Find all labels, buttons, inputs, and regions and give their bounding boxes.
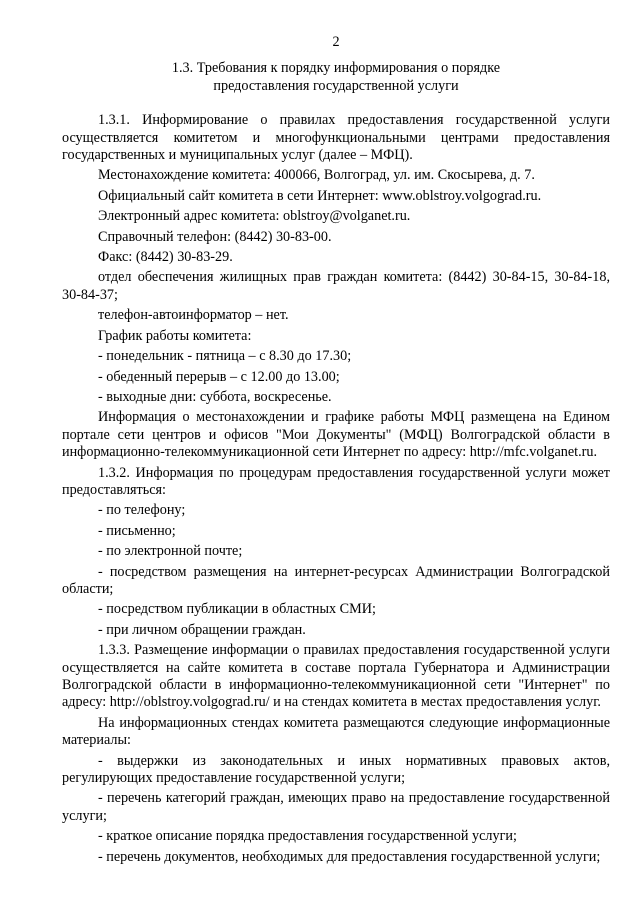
- section-heading: [62, 60, 610, 95]
- list-item-documents: - перечень документов, необходимых для предоставления государственной услуги;: [98, 848, 601, 865]
- paragraph-mfc-info: Информация о местонахождении и графике работы МФЦ размещена на Едином портале сети центров и офисов "Мои Документы" (МФЦ) Волгоградской области в информационно-телекоммуникационной сети Интернет по адресу: http://mfc.volganet.ru.: [62, 409, 610, 461]
- list-item-media: - посредством публикации в областных СМИ;: [98, 601, 376, 618]
- list-item-description: - краткое описание порядка предоставления государственной услуги;: [98, 828, 517, 845]
- list-item-workdays: - понедельник - пятница – с 8.30 до 17.30;: [98, 348, 352, 365]
- list-item-categories: - перечень категорий граждан, имеющих право на предоставление государственной услуги;: [62, 790, 610, 824]
- page-number: 2: [332, 34, 340, 50]
- paragraph-stands: На информационных стендах комитета размещаются следующие информационные материалы:: [62, 714, 610, 749]
- paragraph-fax: Факс: (8442) 30-83-29.: [98, 249, 233, 266]
- list-item-email: - по электронной почте;: [98, 543, 243, 560]
- paragraph-schedule-title: График работы комитета:: [98, 327, 252, 344]
- paragraph-phone: Справочный телефон: (8442) 30-83-00.: [98, 228, 332, 245]
- paragraph-website: Официальный сайт комитета в сети Интернет: www.oblstroy.volgograd.ru.: [98, 187, 542, 204]
- list-item-weekends: - выходные дни: суббота, воскресенье.: [98, 388, 332, 405]
- list-item-written: - письменно;: [98, 522, 176, 539]
- paragraph-1-3-1: 1.3.1. Информирование о правилах предоставления государственной услуги осуществляется комитетом и многофункциональными центрами предоставления государственных и муниципальных услуг (далее – МФЦ).: [62, 112, 610, 164]
- paragraph-email: Электронный адрес комитета: oblstroy@volganet.ru.: [98, 208, 411, 225]
- paragraph-autoinformer: телефон-автоинформатор – нет.: [98, 307, 289, 324]
- section-heading-line-1: 1.3. Требования к порядку информирования о порядке: [171, 60, 501, 77]
- paragraph-housing-department: отдел обеспечения жилищных прав граждан комитета: (8442) 30-84-15, 30-84-18, 30-84-37;: [62, 269, 610, 303]
- list-item-internet: - посредством размещения на интернет-ресурсах Администрации Волгоградской области;: [62, 563, 610, 597]
- paragraph-address: Местонахождение комитета: 400066, Волгоград, ул. им. Скосырева, д. 7.: [98, 167, 535, 184]
- list-item-excerpts: - выдержки из законодательных и иных нормативных правовых актов, регулирующих предоставление государственной услуги;: [62, 752, 610, 787]
- paragraph-1-3-3: 1.3.3. Размещение информации о правилах предоставления государственной услуги осуществляется на сайте комитета в составе портала Губернатора и Администрации Волгоградской области в информационно-телекоммуникационной сети "Интернет" по адресу: http://oblstroy.volgograd.ru/ и на стендах комитета в местах предоставления услуг.: [62, 642, 610, 711]
- section-heading-line-2: предоставления государственной услуги: [213, 77, 459, 94]
- list-item-lunch: - обеденный перерыв – с 12.00 до 13.00;: [98, 368, 340, 385]
- paragraph-1-3-2: 1.3.2. Информация по процедурам предоставления государственной услуги может предоставляться:: [62, 464, 610, 498]
- list-item-in-person: - при личном обращении граждан.: [98, 621, 306, 638]
- list-item-phone: - по телефону;: [98, 502, 186, 519]
